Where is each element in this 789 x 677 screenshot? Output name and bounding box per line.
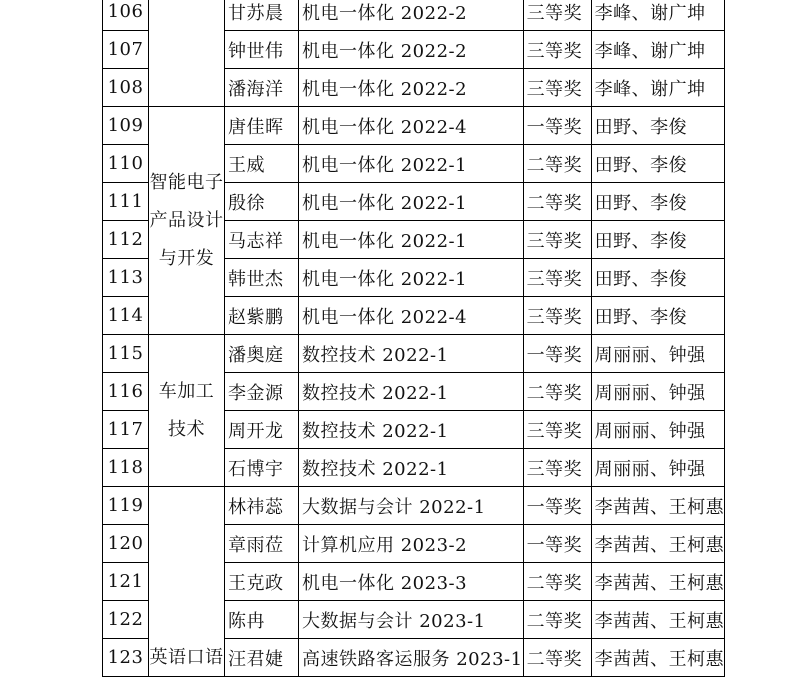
class-name: 机电一体化 2022-2 (299, 0, 524, 31)
advisor-names: 李茜茜、王柯惠 (591, 563, 725, 601)
advisor-names: 李峰、谢广坤 (591, 69, 725, 107)
award-level: 二等奖 (523, 373, 591, 411)
row-number: 114 (103, 297, 149, 335)
table-row (103, 335, 725, 373)
awards-table (102, 0, 725, 677)
row-number: 108 (103, 69, 149, 107)
student-name: 唐佳晖 (225, 107, 299, 145)
advisor-names: 李茜茜、王柯惠 (591, 639, 725, 677)
category-cell-lathe (149, 335, 225, 487)
class-name: 机电一体化 2022-4 (299, 107, 524, 145)
award-level: 一等奖 (523, 107, 591, 145)
class-name: 数控技术 2022-1 (299, 411, 524, 449)
category-cell-smart-electronics (149, 107, 225, 335)
class-name: 机电一体化 2022-4 (299, 297, 524, 335)
row-number: 122 (103, 601, 149, 639)
row-number: 121 (103, 563, 149, 601)
class-name: 高速铁路客运服务 2023-1 (299, 639, 524, 677)
advisor-names: 李峰、谢广坤 (591, 0, 725, 31)
advisor-names: 周丽丽、钟强 (591, 335, 725, 373)
student-name: 钟世伟 (225, 31, 299, 69)
table-row (103, 487, 725, 525)
category-line: 产品设计 (149, 209, 224, 231)
student-name: 林祎蕊 (225, 487, 299, 525)
student-name: 李金源 (225, 373, 299, 411)
advisor-names: 李峰、谢广坤 (591, 31, 725, 69)
award-level: 三等奖 (523, 31, 591, 69)
advisor-names: 田野、李俊 (591, 259, 725, 297)
class-name: 数控技术 2022-1 (299, 335, 524, 373)
category-line: 与开发 (158, 247, 215, 269)
award-level: 二等奖 (523, 145, 591, 183)
advisor-names: 李茜茜、王柯惠 (591, 525, 725, 563)
advisor-names: 周丽丽、钟强 (591, 411, 725, 449)
class-name: 大数据与会计 2023-1 (299, 601, 524, 639)
row-number: 112 (103, 221, 149, 259)
class-name: 机电一体化 2022-1 (299, 183, 524, 221)
row-number: 113 (103, 259, 149, 297)
advisor-names: 田野、李俊 (591, 183, 725, 221)
class-name: 数控技术 2022-1 (299, 373, 524, 411)
row-number: 107 (103, 31, 149, 69)
award-level: 三等奖 (523, 0, 591, 31)
award-level: 三等奖 (523, 297, 591, 335)
award-level: 一等奖 (523, 487, 591, 525)
student-name: 章雨莅 (225, 525, 299, 563)
award-level: 二等奖 (523, 563, 591, 601)
awards-table-wrap (102, 0, 725, 677)
class-name: 机电一体化 2022-1 (299, 259, 524, 297)
row-number: 110 (103, 145, 149, 183)
row-number: 116 (103, 373, 149, 411)
row-number: 109 (103, 107, 149, 145)
award-level: 三等奖 (523, 259, 591, 297)
advisor-names: 田野、李俊 (591, 297, 725, 335)
advisor-names: 周丽丽、钟强 (591, 449, 725, 487)
award-level: 二等奖 (523, 183, 591, 221)
row-number: 117 (103, 411, 149, 449)
row-number: 111 (103, 183, 149, 221)
award-level: 一等奖 (523, 525, 591, 563)
row-number: 118 (103, 449, 149, 487)
student-name: 潘奥庭 (225, 335, 299, 373)
student-name: 潘海洋 (225, 69, 299, 107)
row-number: 123 (103, 639, 149, 677)
student-name: 韩世杰 (225, 259, 299, 297)
class-name: 机电一体化 2022-2 (299, 31, 524, 69)
award-level: 三等奖 (523, 221, 591, 259)
advisor-names: 周丽丽、钟强 (591, 373, 725, 411)
student-name: 汪君婕 (225, 639, 299, 677)
student-name: 王威 (225, 145, 299, 183)
student-name: 王克政 (225, 563, 299, 601)
advisor-names: 田野、李俊 (591, 221, 725, 259)
advisor-names: 李茜茜、王柯惠 (591, 487, 725, 525)
row-number: 119 (103, 487, 149, 525)
student-name: 马志祥 (225, 221, 299, 259)
award-level: 一等奖 (523, 335, 591, 373)
award-level: 三等奖 (523, 69, 591, 107)
category-line: 车加工 (158, 380, 215, 402)
student-name: 周开龙 (225, 411, 299, 449)
advisor-names: 田野、李俊 (591, 145, 725, 183)
student-name: 石博宇 (225, 449, 299, 487)
award-level: 三等奖 (523, 411, 591, 449)
class-name: 机电一体化 2022-2 (299, 69, 524, 107)
class-name: 计算机应用 2023-2 (299, 525, 524, 563)
student-name: 甘苏晨 (225, 0, 299, 31)
advisor-names: 田野、李俊 (591, 107, 725, 145)
table-row (103, 107, 725, 145)
class-name: 大数据与会计 2022-1 (299, 487, 524, 525)
row-number: 106 (103, 0, 149, 31)
category-line: 智能电子 (149, 171, 224, 193)
award-level: 三等奖 (523, 449, 591, 487)
advisor-names: 李茜茜、王柯惠 (591, 601, 725, 639)
student-name: 赵紫鹏 (225, 297, 299, 335)
category-line: 英语口语 (149, 647, 224, 668)
table-row (103, 0, 725, 31)
row-number: 120 (103, 525, 149, 563)
class-name: 机电一体化 2022-1 (299, 145, 524, 183)
award-level: 二等奖 (523, 601, 591, 639)
row-number: 115 (103, 335, 149, 373)
category-line: 技术 (168, 418, 205, 440)
category-cell-previous (149, 0, 225, 107)
class-name: 机电一体化 2023-3 (299, 563, 524, 601)
student-name: 殷徐 (225, 183, 299, 221)
category-cell-english (149, 487, 225, 677)
award-level: 二等奖 (523, 639, 591, 677)
student-name: 陈冉 (225, 601, 299, 639)
class-name: 机电一体化 2022-1 (299, 221, 524, 259)
class-name: 数控技术 2022-1 (299, 449, 524, 487)
